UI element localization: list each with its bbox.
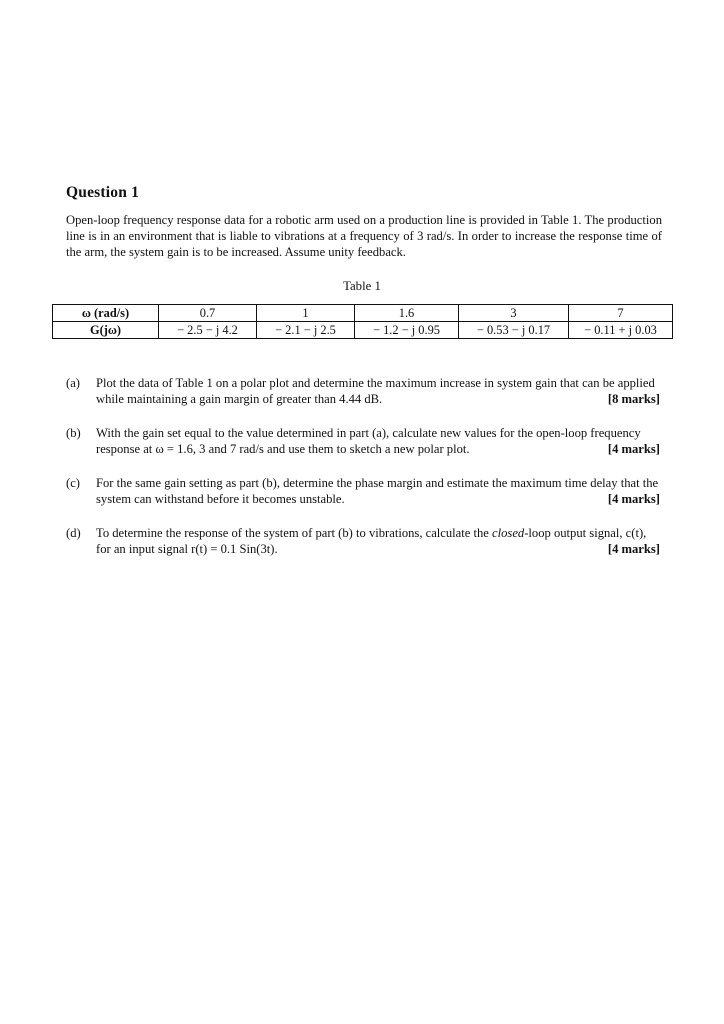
part-text: Plot the data of Table 1 on a polar plot and determine the maximum increase in system gain that can be applied while maintaining a gain margin of greater than 4.44 dB. xyxy=(96,376,655,406)
question-title: Question 1 xyxy=(66,184,140,201)
frequency-response-table xyxy=(52,304,673,339)
marks-badge: [4 marks] xyxy=(607,542,660,556)
part-text-after: -loop output signal, c(t), for an input signal r(t) = 0.1 Sin(3t). xyxy=(96,526,647,556)
part-body xyxy=(96,475,660,507)
table-cell: 3 xyxy=(459,305,569,322)
marks-badge: [4 marks] xyxy=(607,492,660,506)
part-body xyxy=(96,525,660,557)
part-body xyxy=(96,425,660,457)
part-text: For the same gain setting as part (b), determine the phase margin and estimate the maximum time delay that the system can withstand before it becomes unstable. xyxy=(96,476,659,506)
part-c xyxy=(66,475,660,507)
part-text-emphasis: closed xyxy=(492,526,525,540)
part-label: (b) xyxy=(66,426,81,440)
table-cell: − 2.1 − j 2.5 xyxy=(257,322,355,339)
part-b xyxy=(66,425,660,457)
row-header-response: G(jω) xyxy=(53,322,159,339)
part-a xyxy=(66,375,660,407)
row-header-omega: ω (rad/s) xyxy=(53,305,159,322)
table-cell: 1 xyxy=(257,305,355,322)
marks-badge: [4 marks] xyxy=(607,442,660,456)
table-caption: Table 1 xyxy=(343,279,381,293)
table-cell: − 0.53 − j 0.17 xyxy=(459,322,569,339)
part-label: (c) xyxy=(66,476,80,490)
part-text: With the gain set equal to the value determined in part (a), calculate new values for the open-loop frequency response at ω = 1.6, 3 and 7 rad/s and use them to sketch a new polar plot. xyxy=(96,426,641,456)
table-row-response xyxy=(53,322,673,339)
table-cell: − 2.5 − j 4.2 xyxy=(159,322,257,339)
part-body xyxy=(96,375,660,407)
question-parts xyxy=(66,375,660,575)
part-d xyxy=(66,525,660,557)
part-text-before: To determine the response of the system of part (b) to vibrations, calculate the xyxy=(96,526,493,540)
part-label: (a) xyxy=(66,376,80,390)
marks-badge: [8 marks] xyxy=(607,392,660,406)
table-cell: 1.6 xyxy=(355,305,459,322)
table-cell: − 1.2 − j 0.95 xyxy=(355,322,459,339)
table-row-omega xyxy=(53,305,673,322)
part-label: (d) xyxy=(66,526,81,540)
table-cell: − 0.11 + j 0.03 xyxy=(569,322,673,339)
question-intro: Open-loop frequency response data for a robotic arm used on a production line is provided in Table 1. The production line is in an environment that is liable to vibrations at a frequency of 3 rad/s. In order to increase the response time of the arm, the system gain is to be increased. Assume unity feedback. xyxy=(66,213,662,259)
table-cell: 7 xyxy=(569,305,673,322)
table-cell: 0.7 xyxy=(159,305,257,322)
